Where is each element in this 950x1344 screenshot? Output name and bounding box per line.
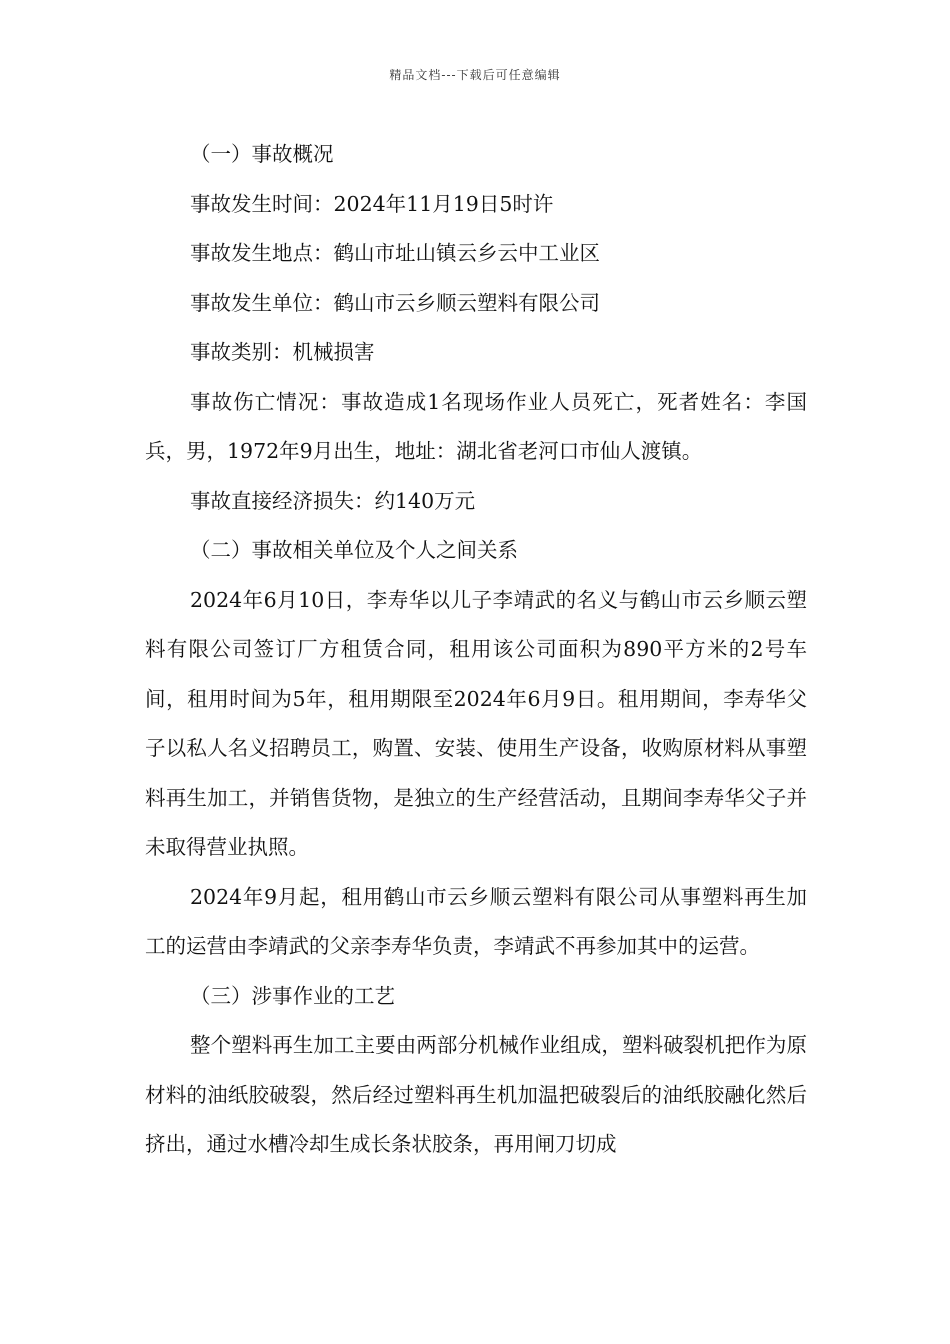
section-title-overview: （一）事故概况 [190, 142, 334, 166]
page-header: 精品文档---下载后可任意编辑 [389, 68, 561, 82]
accident-unit: 事故发生单位：鹤山市云乡顺云塑料有限公司 [190, 290, 600, 315]
accident-casualties: 事故伤亡情况：事故造成1名现场作业人员死亡，死者姓名：李国兵，男，1972年9月出生，地址：湖北省老河口市仙人渡镇。 [145, 389, 807, 463]
accident-time: 事故发生时间：2024年11月19日5时许 [190, 191, 554, 216]
accident-place: 事故发生地点：鹤山市址山镇云乡云中工业区 [190, 241, 600, 265]
relations-paragraph-1: 2024年6月10日，李寿华以儿子李靖武的名义与鹤山市云乡顺云塑料有限公司签订厂方租赁合同，租用该公司面积为890平方米的2号车间，租用时间为5年，租用期限至2024年6月9日。租用期间，李寿华父子以私人名义招聘员工，购置、安装、使用生产设备，收购原材料从事塑料再生加工，并销售货物，是独立的生产经营活动，且期间李寿华父子并未取得营业执照。 [145, 587, 807, 859]
section-title-process: （三）涉事作业的工艺 [190, 983, 395, 1008]
accident-loss: 事故直接经济损失：约140万元 [190, 488, 476, 513]
section-title-relations: （二）事故相关单位及个人之间关系 [190, 538, 518, 562]
process-paragraph-1: 整个塑料再生加工主要由两部分机械作业组成，塑料破裂机把作为原材料的油纸胶破裂，然后经过塑料再生机加温把破裂后的油纸胶融化然后挤出，通过水槽冷却生成长条状胶条，再用闸刀切成 [145, 1033, 807, 1156]
document-body [145, 130, 807, 1170]
accident-category: 事故类别：机械损害 [190, 340, 375, 364]
relations-paragraph-2: 2024年9月起，租用鹤山市云乡顺云塑料有限公司从事塑料再生加工的运营由李靖武的父亲李寿华负责，李靖武不再参加其中的运营。 [145, 884, 807, 958]
